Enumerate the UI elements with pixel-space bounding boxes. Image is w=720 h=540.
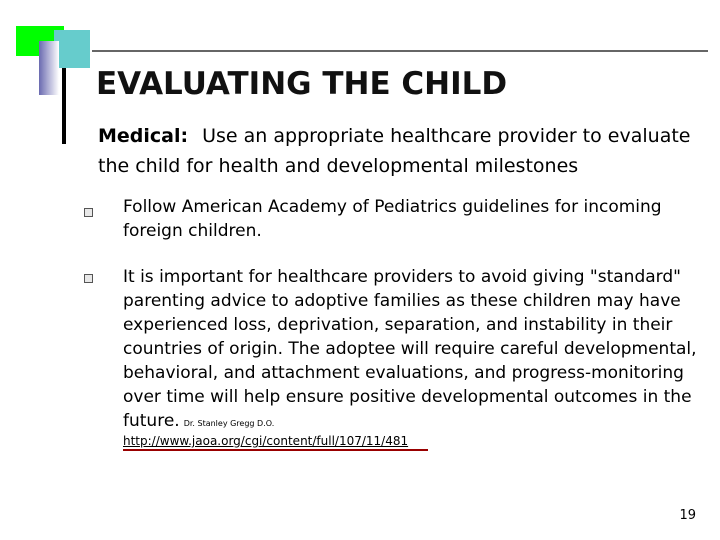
bullet-square-icon xyxy=(84,208,93,217)
link-underline xyxy=(123,449,428,451)
page-number: 19 xyxy=(679,508,696,523)
decor-vertical-rule xyxy=(62,68,66,144)
decor-shadow-block xyxy=(39,41,59,95)
bullet-item-2-text: It is important for healthcare providers to avoid giving "standard" parenting advice to adoptive families as these children may have experienced loss, deprivation, separation, and instability in their countries of origin. The adoptee will require careful developmental, behavioral, and attachment evaluations, and progress-monitoring over time will help ensure positive developmental outcomes in the future. xyxy=(123,267,697,431)
bullet-square-icon xyxy=(84,274,93,283)
decor-teal-square xyxy=(54,30,90,68)
bullet-item-1: Follow American Academy of Pediatrics guidelines for incoming foreign children. xyxy=(123,197,662,241)
author-credit: Dr. Stanley Gregg D.O. xyxy=(183,419,275,428)
medical-text: Use an appropriate healthcare provider to evaluate the child for health and developmental milestones xyxy=(98,125,691,177)
bullet-item-2 xyxy=(123,265,713,436)
medical-lead: Medical: xyxy=(98,125,189,147)
slide-title: EVALUATING THE CHILD xyxy=(96,66,508,102)
reference-link[interactable]: http://www.jaoa.org/cgi/content/full/107/11/481 xyxy=(123,434,409,448)
medical-paragraph xyxy=(98,121,708,181)
decor-horizontal-rule xyxy=(92,50,708,52)
